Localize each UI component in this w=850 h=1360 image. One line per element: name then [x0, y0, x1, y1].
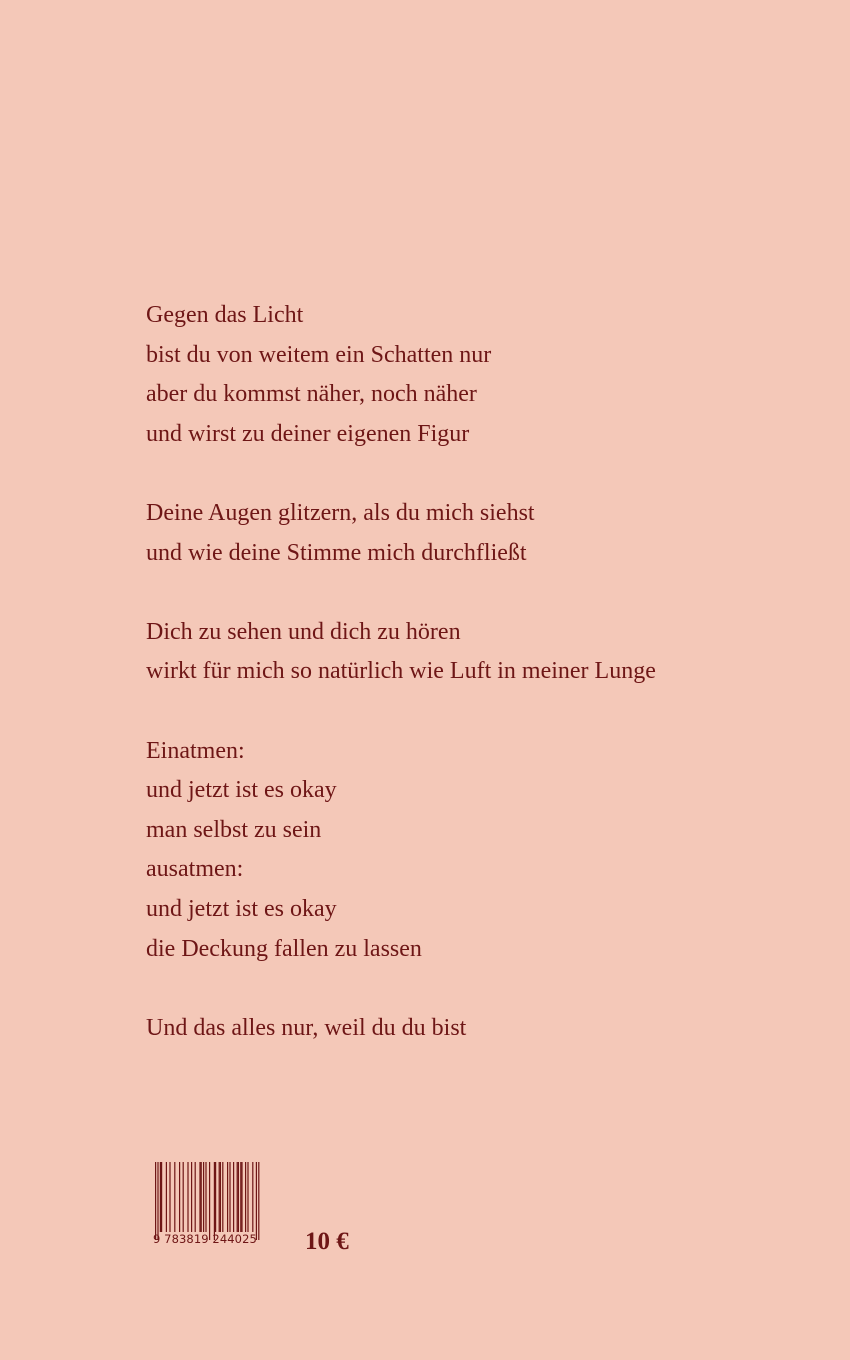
poem-line: bist du von weitem ein Schatten nur	[146, 341, 492, 368]
barcode-bar	[199, 1162, 200, 1232]
poem-stanza	[146, 732, 796, 970]
barcode-bar	[241, 1162, 242, 1232]
poem-stanza	[146, 1009, 796, 1049]
poem-stanza	[146, 494, 796, 573]
poem-line: wirkt für mich so natürlich wie Luft in meiner Lunge	[146, 658, 656, 685]
poem-line: Deine Augen glitzern, als du mich siehst	[146, 499, 535, 526]
barcode-bar	[174, 1162, 175, 1232]
barcode-bar	[155, 1162, 156, 1240]
poem-line: und jetzt ist es okay	[146, 777, 337, 804]
barcode-bar	[195, 1162, 196, 1232]
poem-line: und wie deine Stimme mich durchfließt	[146, 539, 527, 566]
barcode-bar	[247, 1162, 248, 1232]
barcode-bar	[191, 1162, 192, 1232]
barcode-bar	[203, 1162, 204, 1232]
barcode-bar	[256, 1162, 257, 1240]
barcode-bar	[183, 1162, 184, 1232]
barcode-bar	[229, 1162, 230, 1232]
poem-line: aber du kommst näher, noch näher	[146, 381, 477, 408]
barcode-bar	[252, 1162, 253, 1232]
barcode-bar	[161, 1162, 162, 1232]
barcode-bar	[233, 1162, 234, 1232]
poem	[146, 296, 796, 1048]
barcode-bar	[201, 1162, 202, 1232]
barcode-bar	[240, 1162, 241, 1232]
barcode-bar	[245, 1162, 246, 1232]
isbn-barcode	[153, 1162, 265, 1260]
barcode-bar	[187, 1162, 188, 1232]
barcode-bar	[227, 1162, 228, 1232]
poem-line: man selbst zu sein	[146, 816, 322, 843]
poem-line: ausatmen:	[146, 856, 244, 883]
barcode-bar	[222, 1162, 223, 1232]
barcode-bar	[157, 1162, 158, 1240]
poem-line: Gegen das Licht	[146, 302, 304, 328]
poem-line: Und das alles nur, weil du du bist	[146, 1014, 467, 1041]
barcode-bar	[166, 1162, 167, 1232]
poem-line: die Deckung fallen zu lassen	[146, 935, 422, 962]
price: 10 €	[305, 1228, 349, 1255]
poem-stanza	[146, 296, 796, 454]
barcode-bar	[214, 1162, 215, 1240]
barcode-bar	[238, 1162, 239, 1232]
barcode-bar	[258, 1162, 259, 1240]
barcode-bar	[179, 1162, 180, 1232]
barcode-bar	[205, 1162, 206, 1232]
poem-line: und jetzt ist es okay	[146, 895, 337, 922]
poem-stanza	[146, 613, 796, 692]
poem-line: Dich zu sehen und dich zu hören	[146, 618, 461, 645]
poem-line: Einatmen:	[146, 737, 245, 764]
barcode-bar	[215, 1162, 216, 1232]
barcode-bar	[209, 1162, 210, 1240]
barcode-bar	[237, 1162, 238, 1232]
barcode-bar	[220, 1162, 221, 1232]
barcode-bar	[160, 1162, 161, 1232]
poem-line: und wirst zu deiner eigenen Figur	[146, 420, 470, 447]
barcode-bar	[219, 1162, 220, 1232]
barcode-bar	[169, 1162, 170, 1232]
isbn-number: 9 783819 244025	[153, 1232, 257, 1246]
